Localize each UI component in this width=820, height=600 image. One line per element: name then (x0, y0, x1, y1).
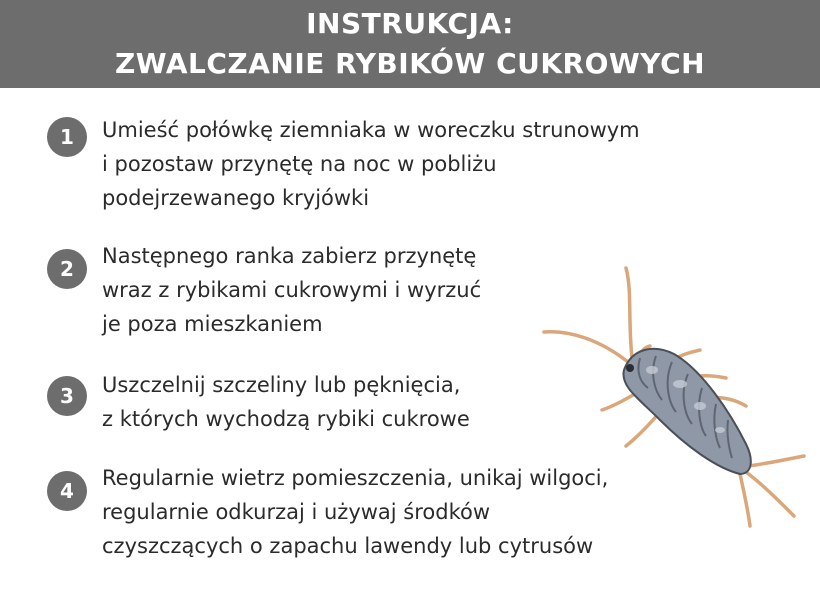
step-text-line: Umieść połówkę ziemniaka w woreczku strunowym (102, 118, 640, 142)
header-title: INSTRUKCJA: (306, 7, 514, 40)
step-text-line: Uszczelnij szczeliny lub pęknięcia, (102, 373, 461, 397)
step-number-badge: 1 (47, 117, 87, 157)
step-text-line: podejrzewanego kryjówki (102, 186, 370, 210)
step-text-line: wraz z rybikami cukrowymi i wyrzuć (102, 278, 482, 302)
step-text (102, 368, 470, 436)
step-text-line: czyszczących o zapachu lawendy lub cytrusów (102, 534, 594, 558)
step-text-line: i pozostaw przynętę na noc w pobliżu (102, 152, 497, 176)
step-text-line: Następnego ranka zabierz przynętę (102, 244, 477, 268)
step-text-line: z których wychodzą rybiki cukrowe (102, 407, 470, 431)
step-text (102, 461, 608, 563)
header-subtitle: ZWALCZANIE RYBIKÓW CUKROWYCH (114, 47, 706, 80)
step-number-badge: 4 (47, 471, 87, 511)
silverfish-icon (540, 260, 810, 530)
step-number-badge: 3 (47, 376, 87, 416)
step-text (102, 239, 481, 341)
step-text-line: regularnie odkurzaj i używaj środków (102, 500, 491, 524)
step-text-line: je poza mieszkaniem (102, 312, 323, 336)
step-text-line: Regularnie wietrz pomieszczenia, unikaj wilgoci, (102, 466, 609, 490)
step-text (102, 113, 640, 215)
step-number-badge: 2 (47, 249, 87, 289)
page-header (0, 0, 820, 88)
